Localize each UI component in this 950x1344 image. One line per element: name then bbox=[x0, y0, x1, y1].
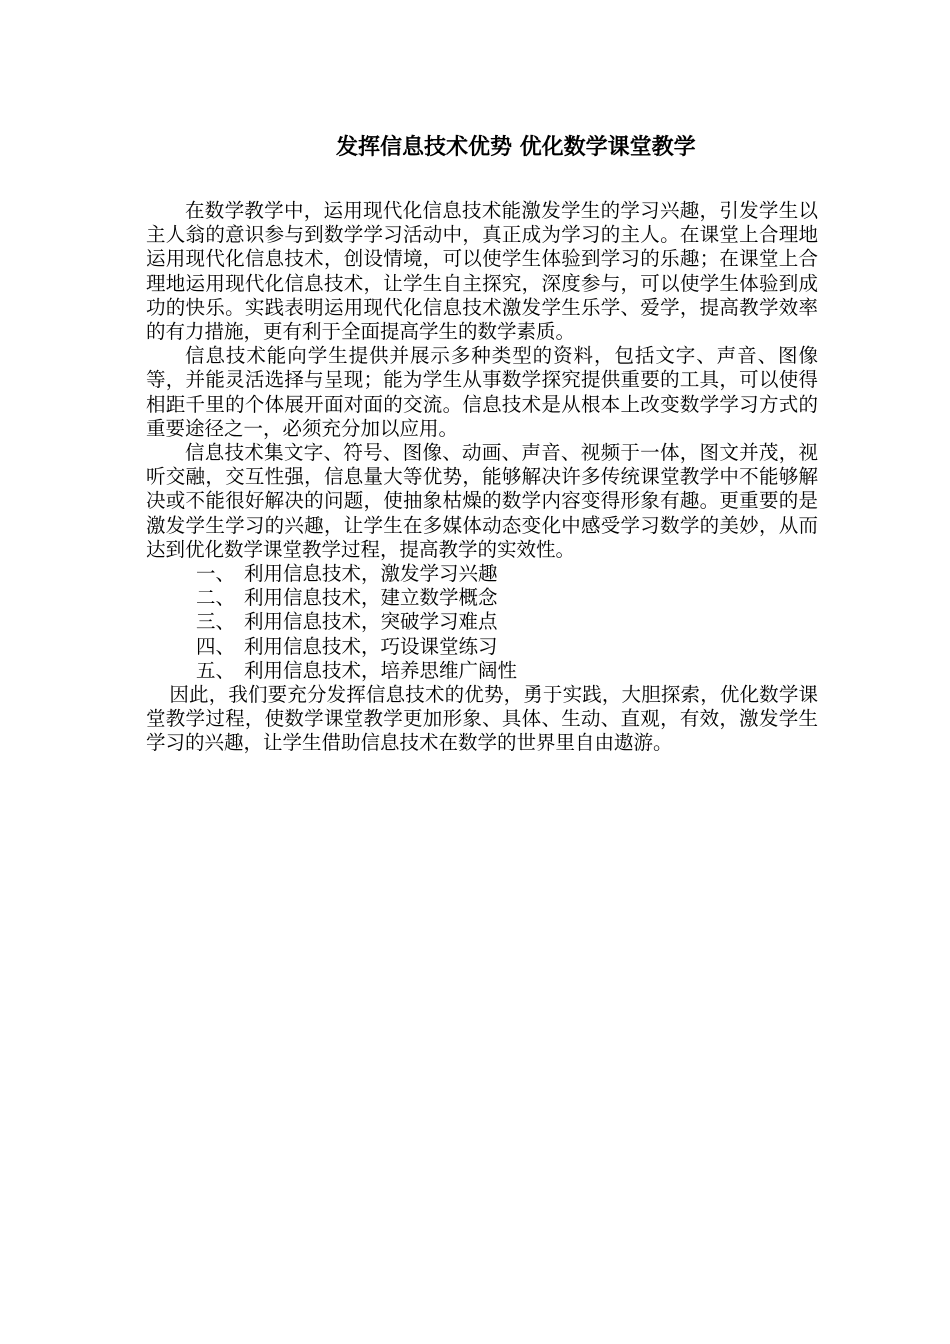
paragraph-3: 信息技术集文字、符号、图像、动画、声音、视频于一体，图文并茂，视听交融，交互性强，信息量大等优势，能够解决许多传统课堂教学中不能够解决或不能很好解决的问题，使抽象枯燥的数学内容变得形象有趣。更重要的是激发学生学习的兴趣，让学生在多媒体动态变化中感受学习数学的美妙，从而达到优化数学课堂教学过程，提高教学的实效性。 bbox=[146, 441, 818, 561]
strategy-list bbox=[146, 562, 818, 683]
list-item bbox=[146, 635, 818, 659]
list-item-number: 五、 bbox=[196, 658, 236, 682]
list-item bbox=[146, 562, 818, 586]
list-item-number: 二、 bbox=[196, 586, 236, 610]
list-item-number: 三、 bbox=[196, 610, 236, 634]
list-item bbox=[146, 659, 818, 683]
list-item bbox=[146, 610, 818, 634]
list-item-text: 利用信息技术，巧设课堂练习 bbox=[244, 634, 498, 658]
list-item-text: 利用信息技术，培养思维广阔性 bbox=[244, 658, 518, 682]
paragraph-2: 信息技术能向学生提供并展示多种类型的资料，包括文字、声音、图像等，并能灵活选择与呈现；能为学生从事数学探究提供重要的工具，可以使得相距千里的个体展开面对面的交流。信息技术是从根本上改变数学学习方式的重要途径之一，必须充分加以应用。 bbox=[146, 344, 818, 440]
document-body bbox=[146, 199, 818, 756]
list-item-text: 利用信息技术，激发学习兴趣 bbox=[244, 562, 498, 586]
list-item bbox=[146, 586, 818, 610]
paragraph-1: 在数学教学中，运用现代化信息技术能激发学生的学习兴趣，引发学生以主人翁的意识参与到数学学习活动中，真正成为学习的主人。在课堂上合理地运用现代化信息技术，创设情境，可以使学生体验到学习的乐趣；在课堂上合理地运用现代化信息技术，让学生自主探究，深度参与，可以使学生体验到成功的快乐。实践表明运用现代化信息技术激发学生乐学、爱学，提高教学效率的有力措施，更有利于全面提高学生的数学素质。 bbox=[146, 199, 818, 344]
document-title: 发挥信息技术优势 优化数学课堂教学 bbox=[336, 135, 696, 160]
conclusion-paragraph: 因此，我们要充分发挥信息技术的优势，勇于实践，大胆探索，优化数学课堂教学过程，使数学课堂教学更加形象、具体、生动、直观，有效，激发学生学习的兴趣，让学生借助信息技术在数学的世界里自由遨游。 bbox=[146, 683, 818, 755]
list-item-text: 利用信息技术，建立数学概念 bbox=[244, 586, 498, 610]
list-item-number: 四、 bbox=[196, 634, 236, 658]
list-item-number: 一、 bbox=[196, 562, 236, 586]
list-item-text: 利用信息技术，突破学习难点 bbox=[244, 610, 498, 634]
